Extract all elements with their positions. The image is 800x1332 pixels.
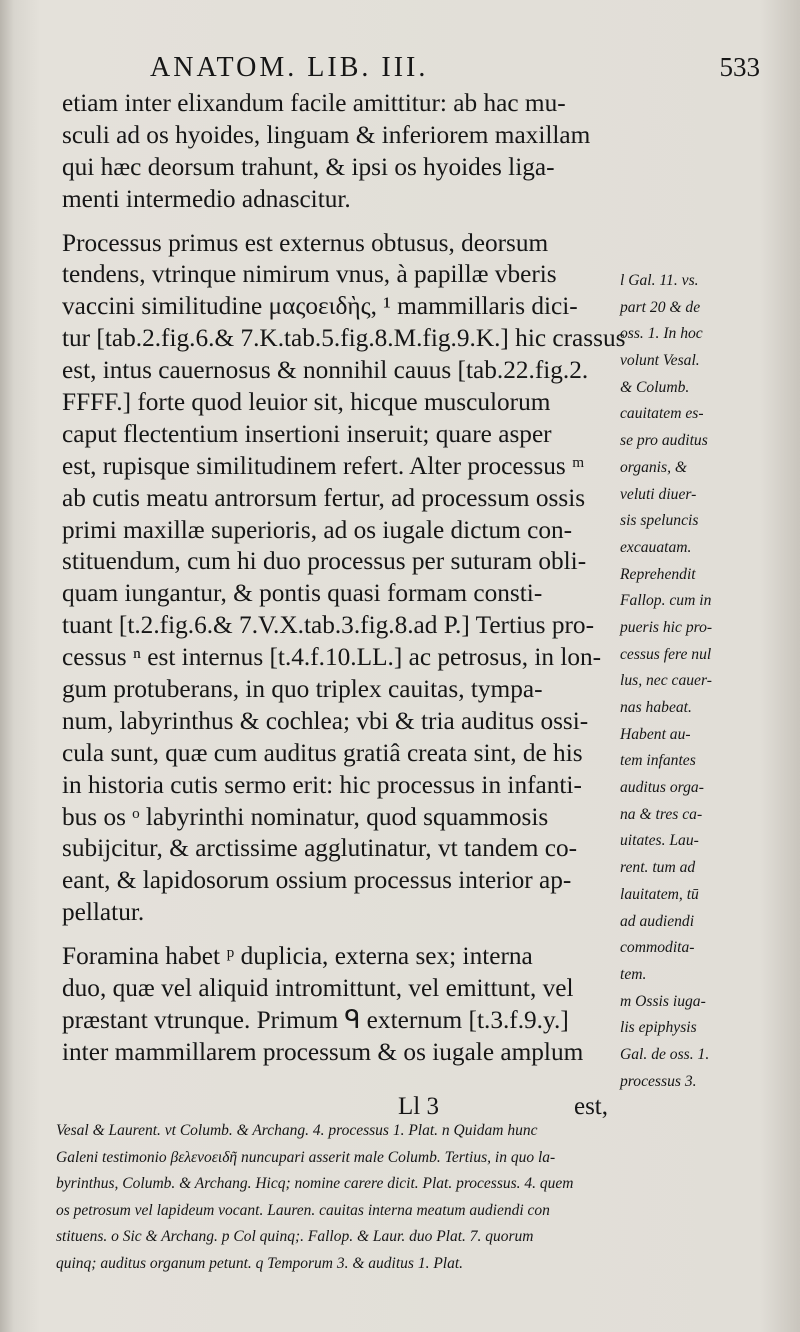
text-line: primi maxillæ superioris, ad os iugale dictum con- — [62, 515, 573, 544]
page-number: 533 — [719, 52, 760, 82]
text-line: bus os ᵒ labyrinthi nominatur, quod squammosis — [62, 802, 549, 831]
text-line: eant, & lapidosorum ossium processus interior ap- — [62, 866, 572, 895]
text-line: tur [tab.2.fig.6.& 7.K.tab.5.fig.8.M.fig.9.K.] hic crassus — [62, 324, 626, 353]
marginal-note-line: ad audiendi — [620, 912, 695, 930]
main-text-block — [62, 88, 626, 1069]
marginal-note-line: auditus orga- — [620, 779, 704, 797]
paragraph-gap — [62, 929, 610, 941]
marginal-note-line: veluti diuer- — [620, 485, 697, 503]
text-line: menti intermedio adnascitur. — [62, 184, 351, 213]
marginal-note-line: na & tres ca- — [620, 805, 703, 823]
marginal-note-line: se pro auditus — [620, 432, 708, 450]
marginal-note-line: tem infantes — [620, 752, 696, 770]
text-line: duo, quæ vel aliquid intromittunt, vel emittunt, vel — [62, 974, 574, 1003]
marginal-note-line: Habent au- — [620, 725, 691, 743]
text-line: etiam inter elixandum facile amittitur: ab hac mu- — [62, 89, 566, 117]
marginal-note-line: nas habeat. — [620, 699, 692, 716]
text-line: gum protuberans, in quo triplex cauitas, tympa- — [62, 675, 543, 704]
text-line: Foramina habet ᵖ duplicia, externa sex; interna — [62, 942, 533, 971]
marginal-note-line: oss. 1. In hoc — [620, 325, 703, 343]
footnote-line: Galeni testimonio βελενοειδῆ nuncupari asserit male Columb. Tertius, in quo la- — [56, 1148, 556, 1166]
marginal-note-line: processus 3. — [620, 1072, 697, 1090]
marginal-note-line: l Gal. 11. vs. — [620, 272, 699, 289]
catchword: est, — [573, 1093, 608, 1120]
marginal-note-line: organis, & — [620, 458, 688, 476]
text-line: est, rupisque similitudinem refert. Alter processus ᵐ — [62, 451, 585, 480]
marginal-note-line: pueris hic pro- — [620, 618, 713, 636]
marginal-note-line: cauitatem es- — [620, 405, 704, 423]
footnote-line: quinq; auditus organum petunt. q Temporum 3. & auditus 1. Plat. — [56, 1254, 464, 1272]
marginal-note-line: m Ossis iuga- — [620, 992, 706, 1010]
text-line: sculi ad os hyoides, linguam & inferiorem maxillam — [62, 120, 591, 149]
text-line: in historia cutis sermo erit: hic processus in infanti- — [62, 770, 582, 799]
marginal-note-line: tem. — [620, 965, 647, 983]
marginal-note-line: Gal. de oss. 1. — [620, 1045, 710, 1063]
text-line: vaccini similitudine μαςοειδὴς, ¹ mammillaris dici- — [62, 292, 578, 321]
marginal-note-line: excauatam. — [620, 538, 692, 556]
marginal-notes — [620, 268, 798, 1095]
text-line: subijcitur, & arctissime agglutinatur, vt tandem co- — [62, 834, 578, 863]
text-line: pellatur. — [62, 898, 145, 927]
marginal-note-line: volunt Vesal. — [620, 352, 700, 370]
marginal-note-line: part 20 & de — [620, 298, 701, 316]
footnote-line: Vesal & Laurent. vt Columb. & Archang. 4. processus 1. Plat. n Quidam hunc — [56, 1122, 538, 1139]
text-line: tendens, vtrinque nimirum vnus, à papillæ vberis — [62, 260, 557, 289]
marginal-note-line: Fallop. cum in — [620, 592, 712, 610]
marginal-note-line: lis epiphysis — [620, 1019, 697, 1037]
signature-mark: Ll 3 — [398, 1093, 439, 1120]
text-line: cula sunt, quæ cum auditus gratiâ creata sint, de his — [62, 738, 583, 767]
text-line: caput flectentium insertioni inseruit; quare asper — [62, 419, 552, 448]
text-line: quam iungantur, & pontis quasi formam consti- — [62, 579, 543, 608]
paragraph-gap — [62, 216, 610, 228]
footnote-line: os petrosum vel lapideum vocant. Lauren. cauitas interna meatum audiendi con — [56, 1201, 550, 1219]
text-line: Processus primus est externus obtusus, deorsum — [62, 228, 549, 257]
text-line: præstant vtrunque. Primum ᑫ externum [t.3.f.9.y.] — [62, 1005, 569, 1034]
marginal-note-line: cessus fere nul — [620, 645, 712, 663]
footnotes — [56, 1118, 776, 1277]
marginal-note-line: & Columb. — [620, 378, 690, 396]
marginal-note-line: lauitatem, tū — [620, 885, 699, 903]
running-title: ANATOM. LIB. III. — [150, 52, 429, 83]
text-line: cessus ⁿ est internus [t.4.f.10.LL.] ac petrosus, in lon- — [62, 643, 602, 672]
marginal-note-line: Reprehendit — [620, 565, 696, 583]
marginal-note-line: commodita- — [620, 939, 695, 957]
text-line: qui hæc deorsum trahunt, & ipsi os hyoides liga- — [62, 152, 555, 181]
marginal-note-line: rent. tum ad — [620, 859, 696, 877]
marginal-note-line: lus, nec cauer- — [620, 672, 712, 690]
text-line: FFFF.] forte quod leuior sit, hicque musculorum — [62, 388, 551, 417]
footnote-line: byrinthus, Columb. & Archang. Hicq; nomine carere dicit. Plat. processus. 4. quem — [56, 1175, 574, 1192]
marginal-note-line: sis speluncis — [620, 512, 699, 530]
text-line: inter mammillarem processum & os iugale amplum — [62, 1037, 584, 1066]
text-line: est, intus cauernosus & nonnihil cauus [tab.22.fig.2. — [62, 356, 589, 385]
footnote-line: stituens. o Sic & Archang. p Col quinq;. Fallop. & Laur. duo Plat. 7. quorum — [56, 1228, 534, 1245]
text-line: stituendum, cum hi duo processus per suturam obli- — [62, 547, 587, 576]
text-line: tuant [t.2.fig.6.& 7.V.X.tab.3.fig.8.ad P.] Tertius pro- — [62, 611, 594, 640]
running-head — [150, 52, 760, 92]
marginal-note-line: uitates. Lau- — [620, 832, 699, 850]
text-line: ab cutis meatu antrorsum fertur, ad processum ossis — [62, 483, 586, 512]
text-line: num, labyrinthus & cochlea; vbi & tria auditus ossi- — [62, 706, 589, 735]
